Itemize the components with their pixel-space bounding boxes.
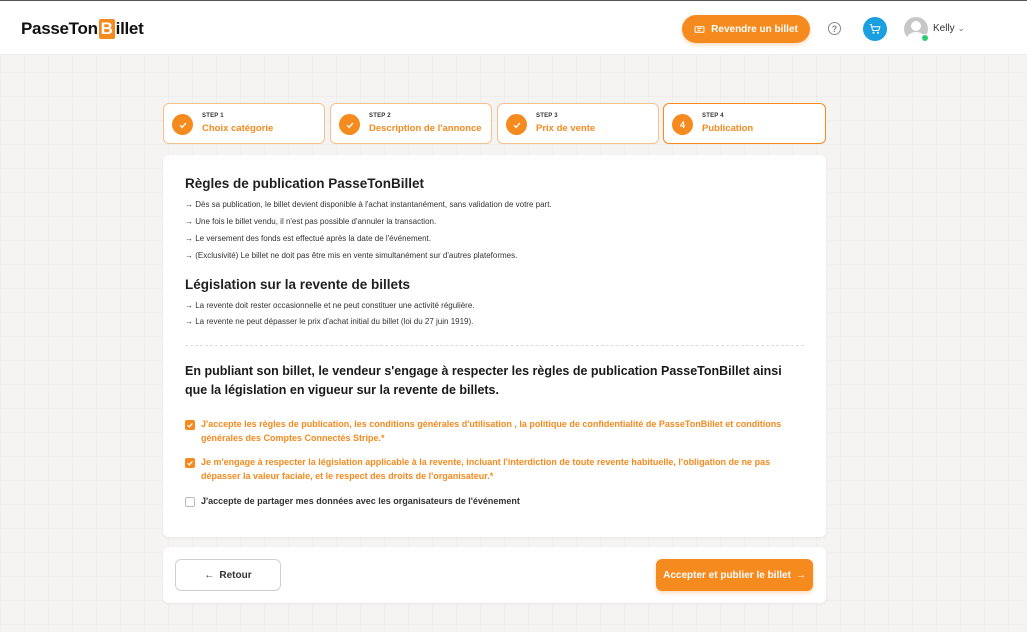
legislation-heading: Législation sur la revente de billets [185,277,411,292]
check-icon [506,114,527,135]
publication-rules-heading: Règles de publication PasseTonBillet [185,176,425,191]
step-number: STEP 4 [702,113,724,119]
stepper [163,103,826,144]
accept-rules-checkbox[interactable] [185,420,195,430]
step-title: Publication [702,123,754,134]
rule-item: → Dès sa publication, le billet devient disponible à l'achat instantanément, sans validation de votre part. [185,200,552,209]
rule-item: → Le versement des fonds est effectué après la date de l'événement. [185,234,431,243]
logo-b-mark: B [100,19,113,38]
action-footer [163,547,826,603]
top-bar [0,0,1027,55]
step-number: STEP 3 [536,113,558,119]
resell-ticket-button[interactable] [682,15,810,43]
accept-legislation-label[interactable]: Je m'engage à respecter la législation applicable à la revente, incluant l'interdiction de toute revente habituelle, l'obligation de ne pas dépasser la valeur faciale, et le respect des droits de l'organisateur.* [201,457,771,481]
passetonbillet-logo[interactable] [21,18,143,40]
question-circle-icon[interactable]: ? [828,22,841,35]
check-icon [339,114,360,135]
step-title: Description de l'annonce [369,123,482,134]
arrow-left-icon: ← [204,569,215,581]
accept-rules-checkbox-row[interactable] [185,417,795,445]
step-4[interactable] [663,103,826,144]
chevron-down-icon: ⌄ [957,24,965,33]
arrow-right-icon: → [795,569,806,581]
step-title: Choix catégorie [202,123,274,134]
resell-ticket-label: Revendre un billet [711,23,798,35]
commitment-text: En publiant son billet, le vendeur s'engage à respecter les règles de publication PasseTonBillet ainsi que la législation en vigueur sur la revente de billets. [185,364,782,397]
accept-and-publish-button[interactable] [656,559,813,591]
cart-button[interactable] [863,17,887,41]
user-name: Kelly [933,23,955,34]
legislation-item: → La revente ne peut dépasser le prix d'achat initial du billet (loi du 27 juin 1919). [185,317,474,326]
user-menu[interactable] [933,23,964,34]
step-3[interactable] [497,103,659,144]
step-number: STEP 2 [369,113,391,119]
rule-item: → (Exclusivité) Le billet ne doit pas être mis en vente simultanément sur d'autres plateformes. [185,251,518,260]
rule-item: → Une fois le billet vendu, il n'est pas possible d'annuler la transaction. [185,217,437,226]
ticket-icon [694,24,705,35]
publication-card [163,155,826,537]
step-2[interactable] [330,103,492,144]
check-icon [172,114,193,135]
step-1[interactable] [163,103,325,144]
accept-legislation-checkbox[interactable] [185,458,195,468]
back-label: Retour [219,569,252,581]
legislation-item: → La revente doit rester occasionnelle et ne peut constituer une activité régulière. [185,301,475,310]
back-button[interactable] [175,559,281,591]
step-number: STEP 1 [202,113,224,119]
cart-icon [869,23,881,35]
online-status-indicator [921,34,929,42]
share-data-checkbox[interactable] [185,497,195,507]
share-data-checkbox-row[interactable] [185,494,795,508]
step-index: 4 [672,114,693,135]
logo-text-part1: PasseTon [21,19,98,38]
logo-text-part2: illet [115,19,144,38]
accept-legislation-checkbox-row[interactable] [185,455,795,483]
accept-rules-label[interactable]: J'accepte les règles de publication, les conditions générales d'utilisation , la politique de confidentialité de PasseTonBillet et conditions générales des Comptes Connectés Stripe.* [201,419,782,443]
share-data-label[interactable]: J'accepte de partager mes données avec les organisateurs de l'événement [201,496,520,506]
divider [185,345,804,346]
publish-label: Accepter et publier le billet [663,569,791,581]
step-title: Prix de vente [536,123,596,134]
